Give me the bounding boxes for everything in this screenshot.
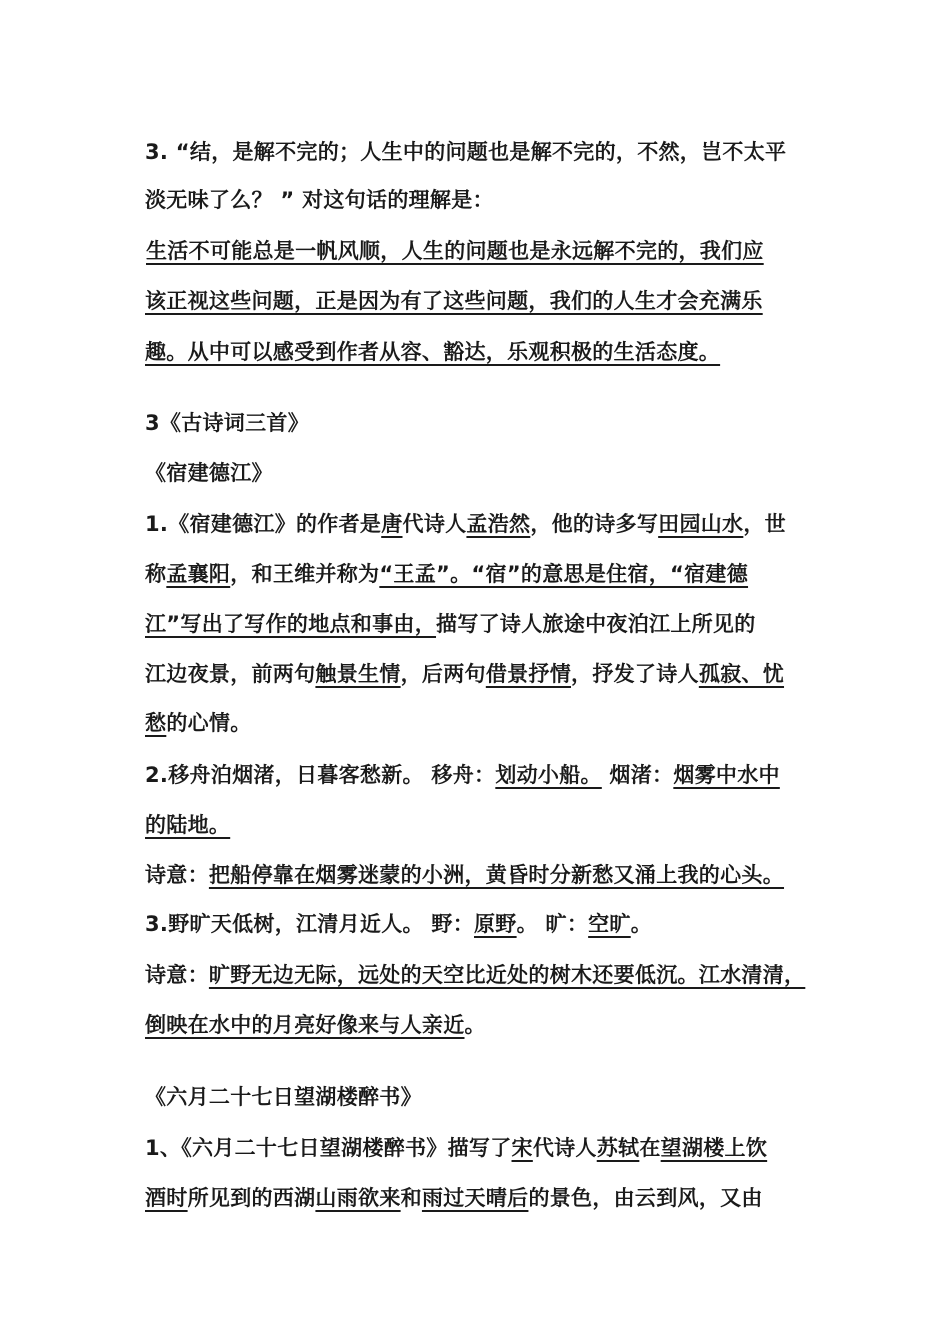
poem-1-title: 《宿建德江》 [145,461,273,485]
text-segment: ，世 [743,512,786,536]
text-segment: 。 [630,912,653,936]
answer-3-line-1: 生活不可能总是一帆风顺，人生的问题也是永远解不完的，我们应 [146,239,764,263]
text-segment: 诗意： [145,863,209,887]
question-3-line-2: 淡无味了么？ ” 对这句话的理解是： [145,188,494,212]
underlined-answer: 空旷 [588,912,631,936]
answer-3-line-3: 趣。从中可以感受到作者从容、豁达，乐观积极的生活态度。 [145,340,721,364]
section-heading: 3《古诗词三首》 [145,411,310,435]
text-segment: 1、《六月二十七日望湖楼醉书》描写了 [145,1136,512,1160]
text-segment: 烟渚： [601,763,674,787]
underlined-answer: 宋 [511,1136,533,1160]
poem-1-item-1-line-5 [145,709,252,737]
underlined-answer: “王孟”。“宿”的意思是住宿，“宿建德 [379,562,749,586]
poem-1-item-2-meaning [145,861,784,889]
question-3-line-1: 3. “结，是解不完的；人生中的问题也是解不完的，不然，岂不太平 [145,140,787,164]
poem-1-item-3-meaning-2 [145,1011,486,1039]
text-segment: ，抒发了诗人 [571,662,699,686]
text-segment: 。 旷： [516,912,589,936]
text-segment: 称 [145,562,167,586]
text-segment: 。 [464,1013,486,1037]
underlined-answer: 唐 [381,512,403,536]
poem-2-item-1-line-1 [145,1134,767,1162]
poem-1-item-2-line-1 [145,761,780,789]
underlined-answer: 旷野无边无际，远处的天空比近处的树木还要低沉。江水清清， [208,963,806,987]
underlined-answer: 望湖楼上饮 [660,1136,768,1160]
underlined-answer: 触景生情 [315,662,401,686]
underlined-answer: 酒时 [145,1186,188,1210]
underlined-answer: 孤寂、忧 [698,662,785,686]
underlined-answer: 孟襄阳 [166,562,231,586]
text-segment: 的心情。 [166,711,252,735]
underlined-answer: 田园山水 [658,512,744,536]
text-segment: 描写了诗人旅途中夜泊江上所见的 [436,612,756,636]
underlined-answer: 山雨欲来 [315,1186,401,1210]
poem-1-item-3-line-1 [145,910,652,938]
poem-1-item-1-line-3 [145,610,756,638]
underlined-answer: 借景抒情 [485,662,572,686]
text-segment: ，后两句 [400,662,486,686]
poem-1-item-1-line-1 [145,510,786,538]
underlined-answer: 孟浩然 [466,512,531,536]
text-segment: 3.野旷天低树，江清月近人。 野： [145,912,474,936]
text-segment: 和 [400,1186,422,1210]
underlined-answer: 雨过天晴后 [421,1186,529,1210]
underlined-answer: 原野 [474,912,517,936]
underlined-answer: 的陆地。 [145,813,231,837]
text-segment: 1.《宿建德江》的作者是 [145,512,382,536]
underlined-answer: 划动小船。 [495,763,602,787]
poem-1-item-1-line-2 [145,560,748,588]
text-segment: ，和王维并称为 [230,562,380,586]
text-segment: 江边夜景，前两句 [145,662,316,686]
text-segment: 在 [639,1136,661,1160]
underlined-answer: 愁 [145,711,167,735]
poem-1-item-1-line-4 [145,660,784,688]
underlined-answer: 苏轼 [596,1136,640,1160]
poem-2-title: 《六月二十七日望湖楼醉书》 [145,1085,422,1109]
text-segment: 的景色，由云到风，又由 [528,1186,763,1210]
underlined-answer: 江”写出了写作的地点和事由， [145,612,437,636]
poem-2-item-1-line-2 [145,1184,763,1212]
underlined-answer: 把船停靠在烟雾迷蒙的小洲，黄昏时分新愁又涌上我的心头。 [208,863,785,887]
text-segment: 2.移舟泊烟渚，日暮客愁新。 移舟： [145,763,496,787]
text-segment: ，他的诗多写 [530,512,659,536]
underlined-answer: 烟雾中水中 [673,763,780,787]
poem-1-item-3-meaning-1 [145,961,805,989]
text-segment: 代诗人 [532,1136,597,1160]
text-segment: 所见到的西湖 [187,1186,316,1210]
underlined-answer: 倒映在水中的月亮好像来与人亲近 [145,1013,465,1037]
poem-1-item-2-line-2 [145,811,230,839]
text-segment: 诗意： [145,963,209,987]
answer-3-line-2: 该正视这些问题，正是因为有了这些问题，我们的人生才会充满乐 [145,289,763,313]
text-segment: 代诗人 [402,512,467,536]
